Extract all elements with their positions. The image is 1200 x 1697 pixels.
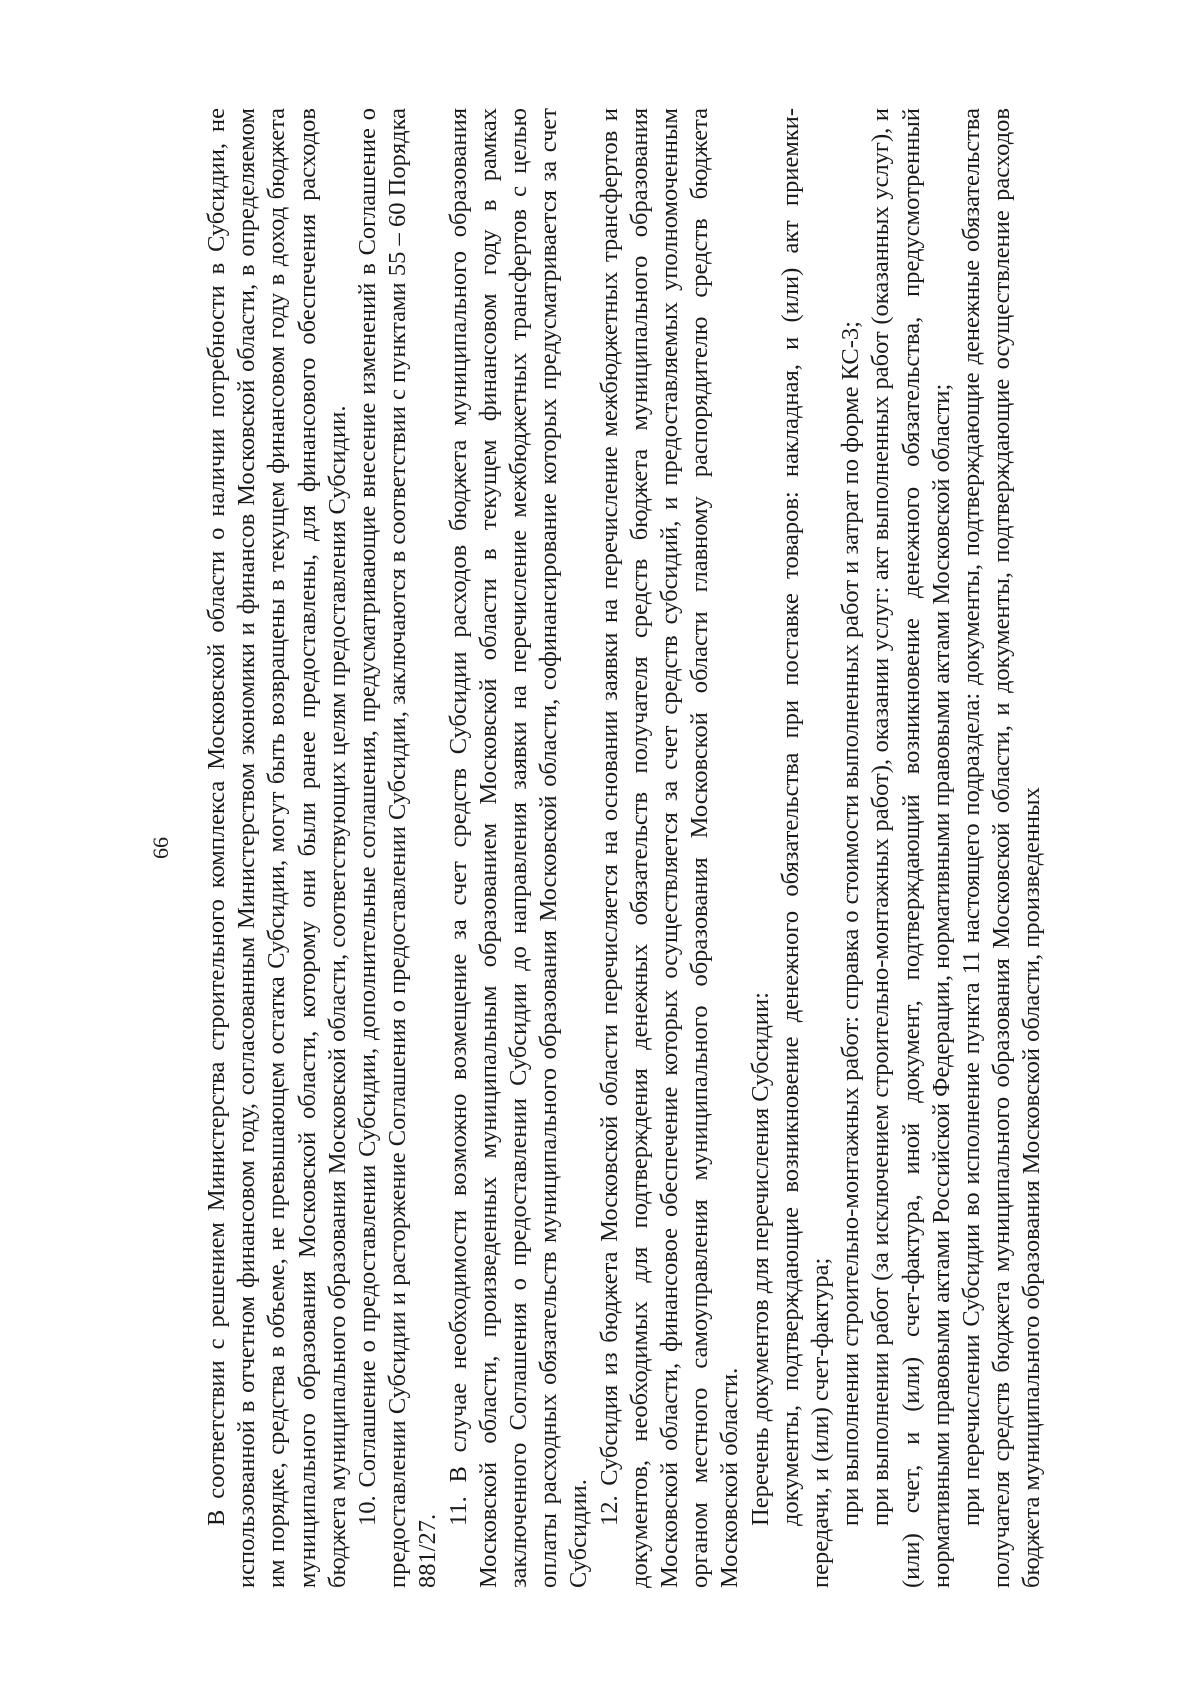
paragraph-documents-list-heading: Перечень документов для перечисления Субсидии: xyxy=(746,992,774,1526)
paragraph-remaining-subsidy: В соответствии с решением Министерства строительного комплекса Московской области о наличии потребности в Субсидии, не использованной в отчетном финансовом году, согласованным Министерством экономики и финансов Московской области, в определяемом им порядке, средства в объеме, не превышающем остатка Субсидии, могут быть возвращены в текущем финансовом году в доход бюджета муниципального образования Московской области, которому они были ранее предоставлены, для финансового обеспечения расходов бюджета муниципального образования Московской области, соответствующих целям предоставления Субсидии. xyxy=(203,108,351,1588)
paragraph-item-11-transfer: при перечислении Субсидии во исполнение пункта 11 настоящего подраздела: документы, подтверждающие денежные обязательства получателя средств бюджета муниципального образования Московской области, и документы, подтверждающие осуществление расходов бюджета муниципального образования Московской области, произведенных xyxy=(958,108,1046,1588)
paragraph-works-services: при выполнении работ (за исключением строительно-монтажных работ), оказании услуг: акт выполненных работ (оказанных услуг), и (или) счет, и (или) счет-фактура, иной документ, подтверждающий возникновение денежного обязательства, предусмотренный нормативными правовыми актами Российской Федерации, нормативными правовыми актами Московской области; xyxy=(867,108,955,1588)
paragraph-construction-works: при выполнении строительно-монтажных работ: справка о стоимости выполненных работ и затрат по форме КС-3; xyxy=(837,321,865,1526)
paragraph-item-10: 10. Соглашение о предоставлении Субсидии, дополнительные соглашения, предусматривающие внесение изменений в Соглашение о предоставлении Субсидии и расторжение Соглашения о предоставлении Субсидии, заключаются в соответствии с пунктами 55 – 60 Порядка 881/27. xyxy=(354,108,442,1588)
rotated-content xyxy=(140,48,1140,1648)
page-number: 66 xyxy=(148,837,173,859)
paragraph-item-11: 11. В случае необходимости возможно возмещение за счет средств Субсидии расходов бюджета муниципального образования Московской области, произведенных муниципальным образованием Московской области в текущем финансовом году в рамках заключенного Соглашения о предоставлении Субсидии до направления заявки на перечисление межбюджетных трансфертов с целью оплаты расходных обязательств муниципального образования Московской области, софинансирование которых предусматривается за счет Субсидии. xyxy=(444,108,593,1588)
paragraph-item-12: 12. Субсидия из бюджета Московской области перечисляется на основании заявки на перечисление межбюджетных трансфертов и документов, необходимых для подтверждения денежных обязательств получателя средств бюджета муниципального образования Московской области, финансовое обеспечение которых осуществляется за счет средств субсидий, и предоставляемых уполномоченным органом местного самоуправления муниципального образования Московской области главному распорядителю средств бюджета Московской области. xyxy=(595,108,744,1588)
paragraph-goods-delivery: документы, подтверждающие возникновение денежного обязательства при поставке товаров: накладная, и (или) акт приемки-передачи, и (или) счет-фактура; xyxy=(776,108,835,1588)
body-text xyxy=(202,108,1048,1588)
